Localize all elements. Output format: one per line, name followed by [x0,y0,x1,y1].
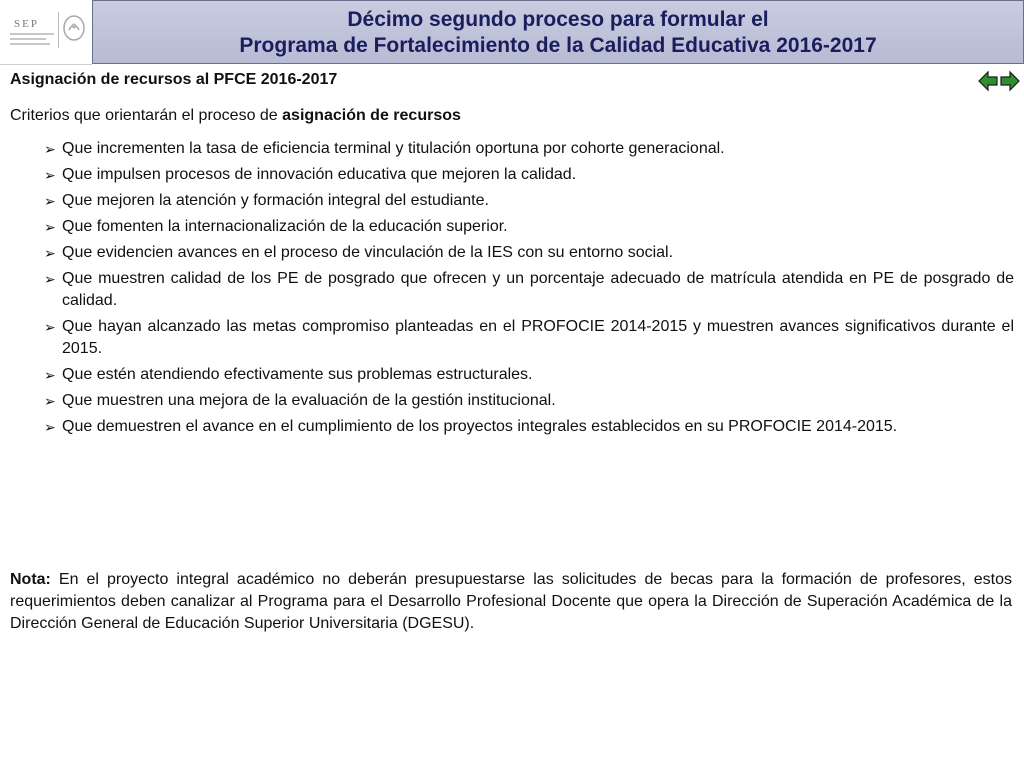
list-item [10,164,1014,186]
list-item [10,416,1014,438]
arrow-bullet-icon: ➢ [44,319,56,335]
list-item-text: Que hayan alcanzado las metas compromiso planteadas en el PROFOCIE 2014-2015 y muestren avances significativos durante el 2015. [62,318,1014,357]
arrow-bullet-icon: ➢ [44,393,56,409]
logo-divider [58,12,59,48]
list-item [10,138,1014,160]
list-item [10,216,1014,238]
section-subtitle: Asignación de recursos al PFCE 2016-2017 [10,71,338,88]
title-line-2: Programa de Fortalecimiento de la Calidad Educativa 2016-2017 [239,34,877,57]
list-item-text: Que impulsen procesos de innovación educativa que mejoren la calidad. [62,166,577,183]
main-content [10,70,1014,442]
arrow-bullet-icon: ➢ [44,167,56,183]
list-item-text: Que evidencien avances en el proceso de vinculación de la IES con su entorno social. [62,244,674,261]
list-item-text: Que mejoren la atención y formación integral del estudiante. [62,192,489,209]
arrow-bullet-icon: ➢ [44,219,56,235]
arrow-bullet-icon: ➢ [44,193,56,209]
arrow-bullet-icon: ➢ [44,419,56,435]
footnote-label: Nota: [10,571,51,588]
list-item [10,190,1014,212]
footnote [10,569,1012,635]
list-item-text: Que fomenten la internacionalización de la educación superior. [62,218,508,235]
arrow-bullet-icon: ➢ [44,271,56,287]
sep-logo-subtext-lines [10,33,54,48]
criteria-intro-bold: asignación de recursos [282,107,461,124]
list-item [10,390,1014,412]
list-item [10,364,1014,386]
header [0,0,1024,66]
list-item-text: Que muestren una mejora de la evaluación de la gestión institucional. [62,392,556,409]
criteria-intro-text: Criterios que orientarán el proceso de [10,107,283,124]
list-item-text: Que incrementen la tasa de eficiencia terminal y titulación oportuna por cohorte generacional. [62,140,725,157]
list-item-text: Que demuestren el avance en el cumplimiento de los proyectos integrales establecidos en su PROFOCIE 2014-2015. [62,418,898,435]
list-item-text: Que estén atendiendo efectivamente sus problemas estructurales. [62,366,533,383]
list-item-text: Que muestren calidad de los PE de posgrado que ofrecen y un porcentaje adecuado de matrícula atendida en PE de posgrado de calidad. [62,270,1014,309]
footnote-text: En el proyecto integral académico no deberán presupuestarse las solicitudes de becas para la formación de profesores, estos requerimientos deben canalizar al Programa para el Desarrollo Profesional Docente que opera la Dirección de Superación Académica de la Dirección General de Educación Superior Universitaria (DGESU). [10,571,1012,632]
arrow-bullet-icon: ➢ [44,245,56,261]
sep-logo [0,0,92,65]
arrow-bullet-icon: ➢ [44,141,56,157]
criteria-list [10,138,1014,438]
list-item [10,316,1014,360]
arrow-bullet-icon: ➢ [44,367,56,383]
title-bar [92,0,1024,64]
list-item [10,242,1014,264]
list-item [10,268,1014,312]
mexico-seal-icon [62,14,86,42]
criteria-intro [10,106,1014,126]
sep-logo-text: SEP [14,18,39,30]
title-line-1: Décimo segundo proceso para formular el [347,8,769,31]
